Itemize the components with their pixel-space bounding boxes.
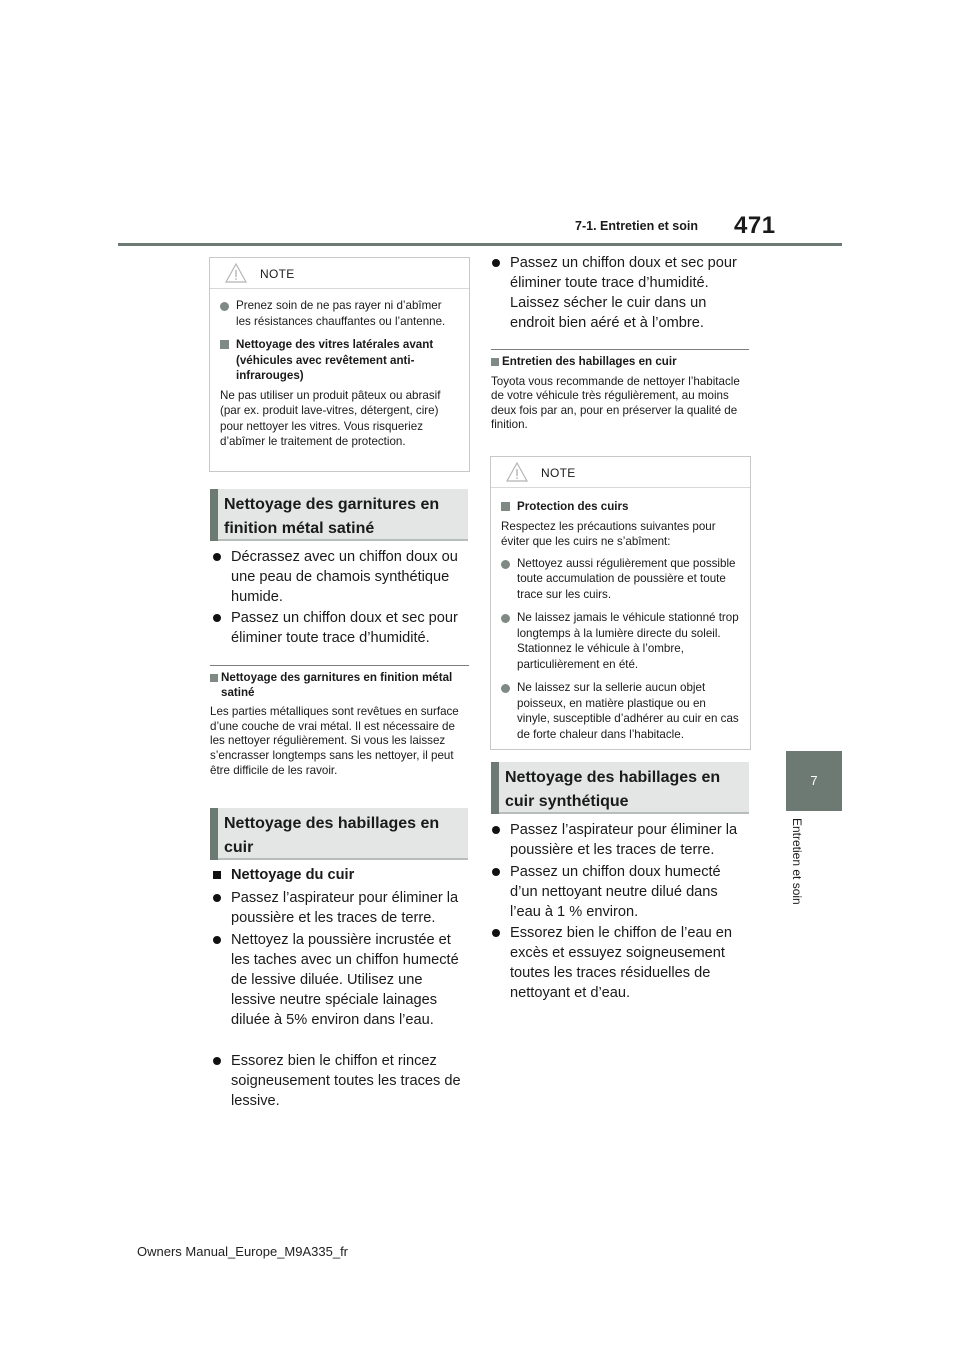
note-bullet (501, 556, 740, 603)
square-bullet-icon (213, 871, 221, 879)
list-item-text: Passez l’aspirateur pour éliminer la poussière et les traces de terre. (510, 822, 738, 858)
bullet-dot-icon (492, 259, 500, 267)
section-heading-synthetic (491, 762, 749, 814)
list-item (213, 1051, 471, 1111)
note-subheading (220, 337, 459, 384)
list-item (492, 862, 750, 922)
list-item-text: Essorez bien le chiffon et rincez soigneusement toutes les traces de lessive. (231, 1053, 461, 1109)
list-item-text: Passez un chiffon doux et sec pour éliminer toute trace d’humidité. (231, 610, 458, 646)
list-item (213, 547, 471, 607)
square-bullet-icon (501, 502, 510, 511)
bullet-dot-icon (213, 1057, 221, 1065)
note-title: NOTE (260, 267, 295, 281)
bullet-dot-icon (492, 868, 500, 876)
note-bullet (220, 298, 459, 329)
square-bullet-icon (220, 340, 229, 349)
section-title: 7-1. Entretien et soin (575, 219, 698, 233)
list-item (213, 888, 471, 928)
footer-text: Owners Manual_Europe_M9A335_fr (137, 1244, 349, 1259)
note-box-right (490, 456, 751, 750)
section-heading-satin (210, 489, 468, 541)
subsection-leather-care (491, 349, 749, 433)
list-item-text: Passez l’aspirateur pour éliminer la poussière et les traces de terre. (231, 890, 459, 926)
note-bullet-text: Ne laissez jamais le véhicule stationné trop longtemps à la lumière directe du soleil. Stationnez le véhicule à l’ombre, particulièrement en été. (517, 611, 739, 671)
note-bullet (501, 610, 740, 672)
subsection-title (210, 671, 469, 700)
list-item-text: Passez un chiffon doux humecté d’un nettoyant neutre dilué dans l’eau à 1 % environ. (510, 864, 721, 920)
note-text: Respectez les précautions suivantes pour éviter que les cuirs ne s’abîment: (501, 519, 716, 548)
bullet-dot-icon (213, 553, 221, 561)
bullet-dot-icon (213, 614, 221, 622)
bullet-dot-icon (501, 614, 510, 623)
list-item (213, 608, 471, 648)
heading-accent-bar (210, 489, 218, 541)
heading-accent-bar (491, 762, 499, 814)
note-title: NOTE (541, 466, 576, 480)
heading-text: Nettoyage des habillages en cuir (224, 815, 440, 856)
list-item-text: Nettoyez la poussière incrustée et les taches avec un chiffon humecté de lessive diluée. Utilisez une lessive neutre spéciale lainages diluée à 5% environ dans l’eau. (231, 932, 459, 1028)
bullet-dot-icon (220, 302, 229, 311)
bullet-dot-icon (501, 684, 510, 693)
heading-text: Nettoyage des garnitures en finition métal satiné (224, 496, 440, 537)
leather-subheading (213, 865, 471, 885)
note-subheading (501, 499, 740, 515)
warning-triangle-icon (225, 263, 247, 283)
list-item (492, 923, 750, 1003)
leather-subheading-text: Nettoyage du cuir (231, 867, 355, 883)
note-text: Ne pas utiliser un produit pâteux ou abrasif (par ex. produit lave-vitres, détergent, cire) pour nettoyer les vitres. Vous risqueriez d’abîmer le traitement de protection. (220, 388, 441, 448)
list-item-text: Décrassez avec un chiffon doux ou une peau de chamois synthétique humide. (231, 549, 458, 605)
note-bullet (501, 680, 740, 742)
note-header (491, 457, 750, 488)
chapter-label: Entretien et soin (790, 818, 804, 905)
heading-text: Nettoyage des habillages en cuir synthétique (505, 769, 721, 810)
bullet-dot-icon (213, 894, 221, 902)
note-subheading-text: Nettoyage des vitres latérales avant (véhicules avec revêtement anti-infrarouges) (236, 338, 434, 382)
note-subheading-text: Protection des cuirs (517, 500, 629, 513)
warning-triangle-icon (506, 462, 528, 482)
note-box-left (209, 257, 470, 472)
subsection-text: Toyota vous recommande de nettoyer l’habitacle de votre véhicule très régulièrement, au moins deux fois par an, pour en préserver la qualité de finition. (491, 374, 740, 432)
chapter-tab: 7 (786, 751, 842, 811)
subsection-title (491, 355, 749, 370)
note-header (210, 258, 469, 289)
list-item-text: Passez un chiffon doux et sec pour éliminer toute trace d’humidité. Laissez sécher le cuir dans un endroit bien aéré et à l’ombre. (510, 255, 737, 331)
list-item (213, 930, 471, 1030)
list-item-text: Essorez bien le chiffon de l’eau en excès et essuyez soigneusement toutes les traces résiduelles de nettoyant et d’eau. (510, 925, 733, 1001)
page-number: 471 (734, 212, 776, 239)
note-bullet-text: Ne laissez sur la sellerie aucun objet poisseux, en matière plastique ou en vinyle, susceptible d’adhérer au cuir en cas de forte chaleur dans l’habitacle. (517, 681, 739, 741)
square-bullet-icon (210, 674, 218, 682)
subsection-satin (210, 665, 469, 778)
list-item (492, 820, 750, 860)
subsection-title-text: Entretien des habillages en cuir (502, 355, 677, 368)
square-bullet-icon (491, 358, 499, 366)
list-item (492, 253, 750, 333)
subsection-title-text: Nettoyage des garnitures en finition métal satiné (221, 671, 453, 699)
header-rule (118, 243, 842, 246)
section-heading-leather (210, 808, 468, 860)
bullet-dot-icon (501, 560, 510, 569)
note-bullet-text: Prenez soin de ne pas rayer ni d’abîmer les résistances chauffantes ou l’antenne. (236, 299, 446, 328)
bullet-dot-icon (492, 929, 500, 937)
note-bullet-text: Nettoyez aussi régulièrement que possible toute accumulation de poussière et toute trace sur les cuirs. (517, 556, 736, 601)
bullet-dot-icon (492, 826, 500, 834)
subsection-text: Les parties métalliques sont revêtues en surface d’une couche de vrai métal. Il est nécessaire de les nettoyer régulièrement. Si vous les laissez s’encrasser longtemps sans les nettoyer, il peut être difficile de les ravoir. (210, 705, 459, 777)
bullet-dot-icon (213, 936, 221, 944)
heading-accent-bar (210, 808, 218, 860)
